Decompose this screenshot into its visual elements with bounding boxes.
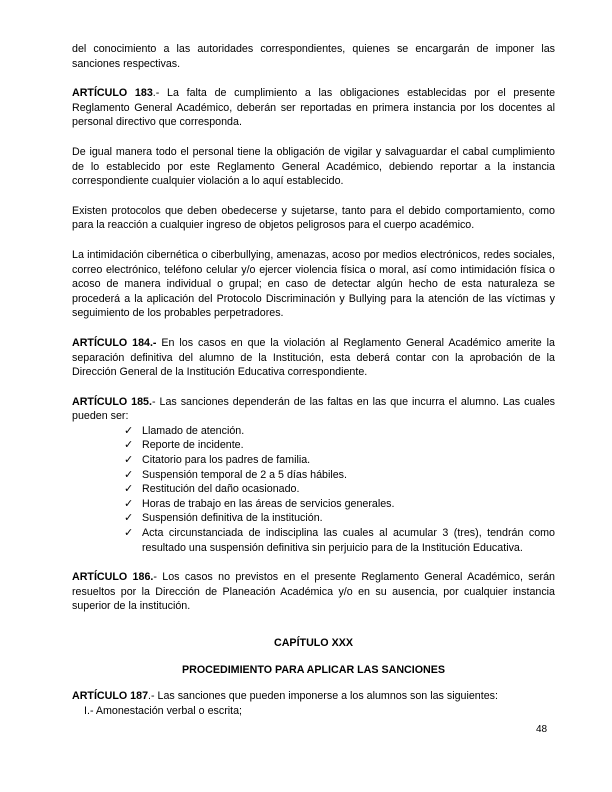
list-item: ✓ Horas de trabajo en las áreas de servicios generales. <box>124 496 395 510</box>
paragraph-cyberbullying <box>72 248 555 321</box>
page-number: 48 <box>536 724 548 735</box>
checkmark-icon: ✓ <box>124 453 134 467</box>
checkmark-icon: ✓ <box>124 496 134 510</box>
article-text: - Los casos no previstos en el presente Reglamento General Académico, serán resueltos por la Dirección de Planeación Académica y/o en su ausencia, por cualquier instancia superior de la institución. <box>72 571 555 613</box>
article-186 <box>72 570 555 614</box>
list-item: ✓ Restitución del daño ocasionado. <box>124 482 300 496</box>
list-item: ✓ Suspensión definitiva de la institución. <box>124 511 323 525</box>
paragraph-text: Existen protocolos que deben obedecerse y sujetarse, tanto para el debido comportamiento, como para la reacción a cualquier ingreso de objetos peligrosos para el cuerpo académico. <box>72 204 555 232</box>
checkmark-icon: ✓ <box>124 511 134 525</box>
list-item: ✓ Suspensión temporal de 2 a 5 días hábiles. <box>124 467 347 481</box>
list-item: ✓ Reporte de incidente. <box>124 438 244 452</box>
article-label: ARTÍCULO 187 <box>72 690 149 703</box>
list-item: ✓ Llamado de atención. <box>124 423 245 437</box>
checkmark-icon: ✓ <box>124 423 134 437</box>
article-label: ARTÍCULO 184.- <box>72 336 157 349</box>
list-item: ✓ Citatorio para los padres de familia. <box>124 453 311 467</box>
paragraph-text: La intimidación cibernética o ciberbullying, amenazas, acoso por medios electrónicos, redes sociales, correo electrónico, teléfono celular y/o ejercer violencia física o moral, así como intimidación física o acoso de manera individual o grupal; en caso de detectar algún hecho de esta naturaleza se procederá a la aplicación del Protocolo Discriminación y Bullying para la atención de las víctimas y seguimiento de los probables perpetradores. <box>72 248 555 320</box>
checkmark-icon: ✓ <box>124 438 134 452</box>
article-label: ARTÍCULO 186. <box>72 571 154 584</box>
article-text: En los casos en que la violación al Reglamento General Académico amerite la separación definitiva del alumno de la Institución, esta deberá contar con la aprobación de la Dirección General de la Institución Educativa correspondiente. <box>72 336 555 379</box>
chapter-number: CAPÍTULO XXX <box>274 637 353 649</box>
checkmark-icon: ✓ <box>124 467 134 481</box>
chapter-title: PROCEDIMIENTO PARA APLICAR LAS SANCIONES <box>181 663 446 676</box>
article-184 <box>72 336 555 380</box>
list-item: I.- Amonestación verbal o escrita; <box>84 704 243 717</box>
sanctions-list <box>72 424 555 555</box>
paragraph-text: del conocimiento a las autoridades correspondientes, quienes se encargarán de imponer las sanciones respectivas. <box>72 43 555 70</box>
article-185 <box>72 395 555 424</box>
paragraph-obligation <box>72 145 555 189</box>
article-text: - Las sanciones dependerán de las faltas en las que incurra el alumno. Las cuales pueden ser: <box>72 395 556 423</box>
article-187 <box>72 689 555 704</box>
article-text: .- La falta de cumplimiento a las obligaciones establecidas por el presente Reglamento General Académico, deberán ser reportadas en primera instancia por los docentes al personal directivo que corresponda. <box>72 87 556 129</box>
list-item: ✓ Acta circunstanciada de indisciplina las cuales al acumular 3 (tres), tendrán como resultado una suspensión definitiva sin perjuicio para de la Institución Educativa. <box>124 526 555 554</box>
article-label: ARTÍCULO 185. <box>72 395 152 408</box>
paragraph-text: De igual manera todo el personal tiene la obligación de vigilar y salvaguardar el cabal cumplimiento de lo establecido por este Reglamento General Académico, debiendo reportar a la instancia correspondiente cualquier violación a lo aquí establecido. <box>72 145 555 188</box>
article-label: ARTÍCULO 183 <box>72 87 153 100</box>
article-183 <box>72 86 555 130</box>
paragraph-intro <box>72 42 555 71</box>
checkmark-icon: ✓ <box>124 482 134 496</box>
checkmark-icon: ✓ <box>124 526 134 540</box>
article-text: .- Las sanciones que pueden imponerse a los alumnos son las siguientes: <box>148 690 498 703</box>
paragraph-protocols <box>72 204 555 233</box>
document-page <box>72 42 555 718</box>
